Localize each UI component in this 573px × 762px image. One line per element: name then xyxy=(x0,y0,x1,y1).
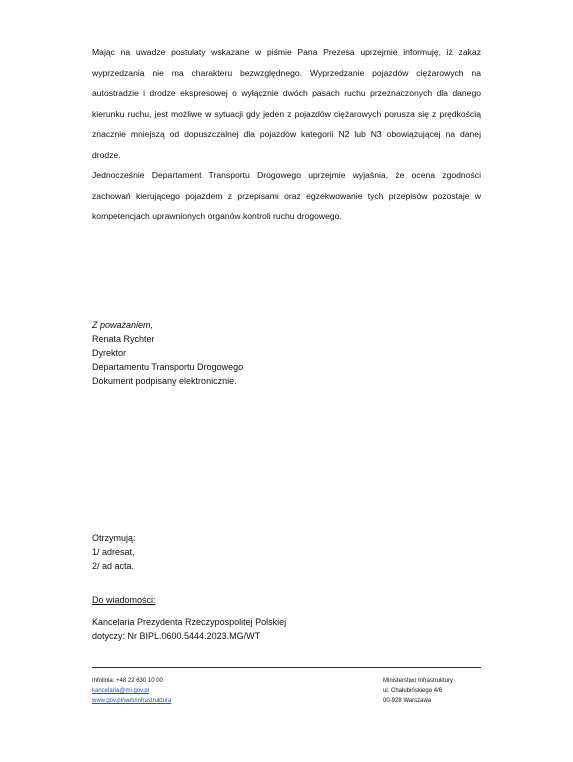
spacer xyxy=(92,607,286,615)
signature-name: Renata Rychter xyxy=(92,334,155,344)
signature-department: Departamentu Transportu Drogowego xyxy=(92,362,244,372)
signature-block xyxy=(92,318,243,388)
body-paragraph-2: Jednocześnie Departament Transportu Drogowego uprzejmie wyjaśnia, że ocena zgodności zachowań kierującego pojazdem z przepisami oraz egzekwowanie tych przepisów pozostaje w kompetencjach uprawnionych organów kontroli ruchu drogowego. xyxy=(92,170,481,222)
footer-phone: Infolinia: +48 22 630 10 00 xyxy=(92,678,163,684)
recipient-item: 1/ adresat, xyxy=(92,547,135,557)
footer-contact xyxy=(92,676,171,706)
recipient-item: 2/ ad acta. xyxy=(92,561,135,571)
for-information-line: Kancelaria Prezydenta Rzeczypospolitej Polskiej xyxy=(92,617,287,627)
footer-city: 00-928 Warszawa xyxy=(383,698,432,704)
for-information-header: Do wiadomości: xyxy=(92,595,156,605)
signature-title: Dyrektor xyxy=(92,348,127,358)
footer-street: ul. Chałubińskiego 4/6 xyxy=(383,688,443,694)
footer-website-link[interactable]: www.gov.pl/web/infrastruktura xyxy=(92,698,172,704)
footer-address xyxy=(383,676,453,706)
for-information-block xyxy=(92,593,286,643)
footer-divider xyxy=(92,667,481,668)
footer-org: Ministerstwo Infrastruktury xyxy=(383,678,454,684)
recipients-block xyxy=(92,531,136,573)
recipients-header: Otrzymują: xyxy=(92,533,136,543)
reference-number: dotyczy: Nr BIPL.0600.5444.2023.MG/WT xyxy=(92,631,261,641)
signature-note: Dokument podpisany elektronicznie. xyxy=(92,376,237,386)
body-paragraph-1: Mając na uwadze postulaty wskazane w piśmie Pana Prezesa uprzejmie informuję, iż zakaz wyprzedzania nie ma charakteru bezwzględnego. Wyprzedzanie pojazdów ciężarowych na autostradzie i drodze ekspresowej o wyłącznie dwóch pasach ruchu przeznaczonych dla danego kierunku ruchu, jest możliwe w sytuacji gdy jeden z pojazdów ciężarowych porusza się z prędkością znacznie mniejszą od dopuszczalnej dla pojazdów kategorii N2 lub N3 obowiązującej na danej drodze. xyxy=(92,47,481,160)
footer-email-link[interactable]: kancelaria@mi.gov.pl xyxy=(92,688,150,694)
signature-closing: Z poważaniem, xyxy=(92,320,154,330)
